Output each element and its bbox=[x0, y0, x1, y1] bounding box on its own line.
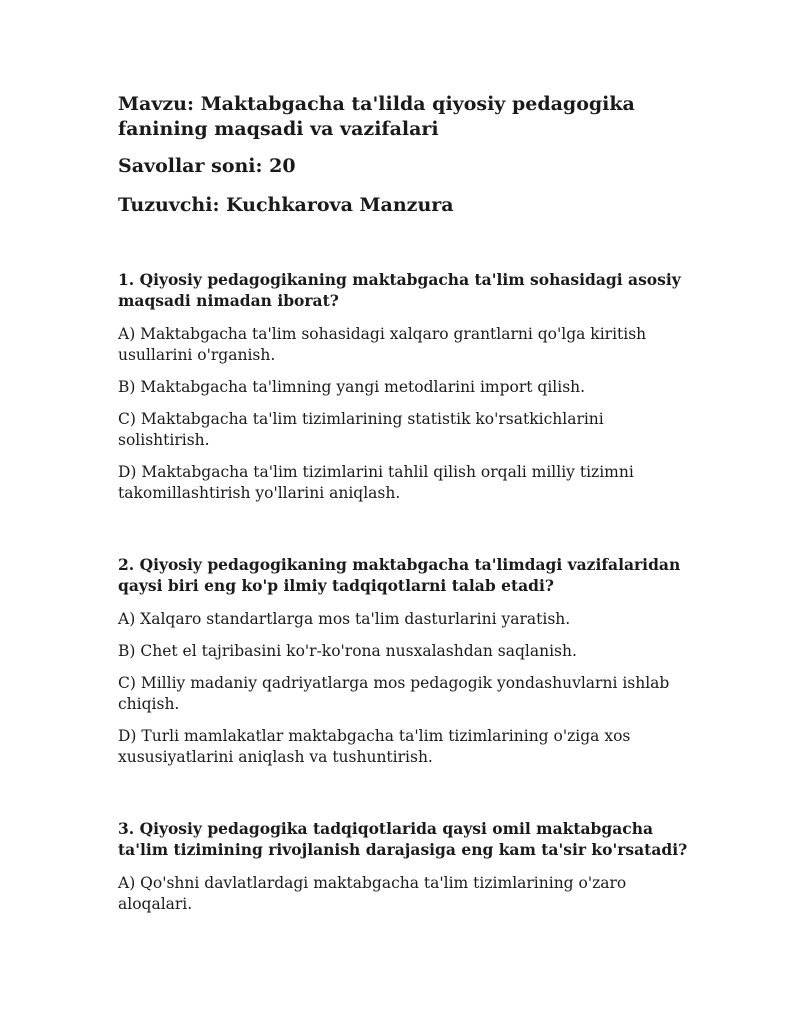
option-d: D) Turli mamlakatlar maktabgacha ta'lim tizimlarining o'ziga xos xususiyatlarini aniqlash va tushuntirish. bbox=[118, 727, 631, 766]
option-d: D) Maktabgacha ta'lim tizimlarini tahlil qilish orqali milliy tizimni takomillashtirish yo'llarini aniqlash. bbox=[118, 463, 634, 502]
document-page bbox=[118, 92, 698, 915]
option-c: C) Maktabgacha ta'lim tizimlarining statistik ko'rsatkichlarini solishtirish. bbox=[118, 410, 604, 449]
option-b: B) Maktabgacha ta'limning yangi metodlarini import qilish. bbox=[118, 378, 586, 396]
topic-heading: Mavzu: Maktabgacha ta'lilda qiyosiy pedagogika fanining maqsadi va vazifalari bbox=[118, 93, 635, 140]
question-2 bbox=[118, 554, 698, 768]
question-text: 3. Qiyosiy pedagogika tadqiqotlarida qaysi omil maktabgacha ta'lim tizimining rivojlanish darajasiga eng kam ta'sir ko'rsatadi? bbox=[118, 819, 688, 859]
question-3 bbox=[118, 818, 698, 915]
question-text: 1. Qiyosiy pedagogikaning maktabgacha ta'lim sohasidagi asosiy maqsadi nimadan iborat? bbox=[118, 270, 681, 310]
option-c: C) Milliy madaniy qadriyatlarga mos pedagogik yondashuvlarni ishlab chiqish. bbox=[118, 674, 670, 713]
option-a: A) Maktabgacha ta'lim sohasidagi xalqaro grantlarni qo'lga kiritish usullarini o'rganish. bbox=[118, 325, 647, 364]
question-count: Savollar soni: 20 bbox=[118, 155, 296, 177]
question-1 bbox=[118, 269, 698, 504]
option-b: B) Chet el tajribasini ko'r-ko'rona nusxalashdan saqlanish. bbox=[118, 642, 577, 660]
question-text: 2. Qiyosiy pedagogikaning maktabgacha ta'limdagi vazifalaridan qaysi biri eng ko'p ilmiy tadqiqotlarni talab etadi? bbox=[118, 555, 681, 595]
option-a: A) Qo'shni davlatlardagi maktabgacha ta'lim tizimlarining o'zaro aloqalari. bbox=[118, 874, 627, 913]
author-line: Tuzuvchi: Kuchkarova Manzura bbox=[118, 194, 454, 216]
option-a: A) Xalqaro standartlarga mos ta'lim dasturlarini yaratish. bbox=[118, 610, 571, 628]
